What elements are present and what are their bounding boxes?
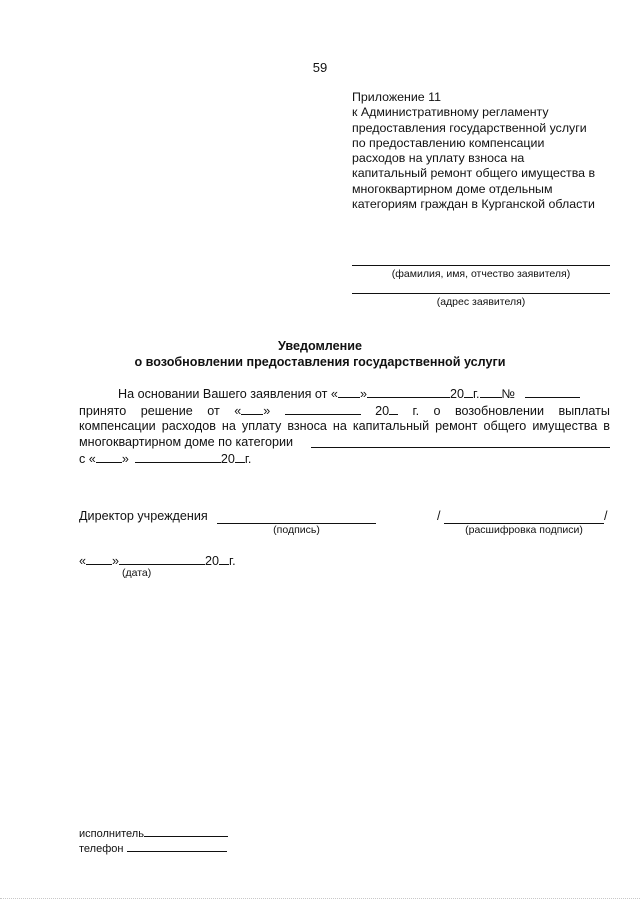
director-label: Директор учреждения bbox=[79, 509, 208, 523]
date-caption: (дата) bbox=[122, 567, 152, 579]
appendix-line: предоставления государственной услуги bbox=[352, 120, 587, 135]
document-title: Уведомление bbox=[278, 339, 362, 353]
signature-line[interactable] bbox=[217, 509, 376, 524]
body-row-1 bbox=[79, 385, 610, 401]
footer-phone bbox=[79, 840, 227, 855]
body-text: 20 bbox=[449, 387, 464, 401]
body-text: На основании Вашего заявления от « bbox=[118, 387, 338, 401]
body-row-4 bbox=[79, 434, 610, 450]
applicant-address-field[interactable] bbox=[352, 293, 610, 308]
executor-blank[interactable] bbox=[144, 825, 228, 837]
body-text: г. bbox=[244, 452, 252, 466]
phone-blank[interactable] bbox=[127, 840, 227, 852]
body-text: » bbox=[112, 554, 120, 568]
category-blank[interactable] bbox=[311, 434, 610, 448]
body-text: « bbox=[79, 554, 87, 568]
slash-right: / bbox=[604, 509, 608, 523]
body-text: г. bbox=[229, 554, 236, 568]
body-text: » bbox=[359, 387, 367, 401]
body-text: принято bbox=[79, 404, 127, 418]
body-text: 20 bbox=[375, 404, 390, 418]
month-blank[interactable] bbox=[367, 385, 450, 398]
body-text: 20 bbox=[220, 452, 235, 466]
body-text: 20 bbox=[205, 554, 220, 568]
resume-year-blank[interactable] bbox=[235, 450, 245, 463]
appendix-line: к Административному регламенту bbox=[352, 105, 549, 120]
document-subtitle: о возобновлении предоставления государственной услуги bbox=[134, 355, 506, 369]
appendix-header bbox=[352, 90, 622, 212]
decision-month-blank[interactable] bbox=[285, 402, 361, 415]
body-row-2 bbox=[79, 402, 610, 418]
body-text: от bbox=[207, 404, 220, 418]
signature-caption: (подпись) bbox=[273, 524, 320, 536]
body-text: « bbox=[234, 404, 242, 418]
decision-day-blank[interactable] bbox=[241, 402, 263, 415]
number-blank[interactable] bbox=[525, 385, 580, 398]
gap-blank[interactable] bbox=[480, 385, 502, 398]
appendix-line: категориям граждан в Курганской области bbox=[352, 197, 595, 212]
appendix-line: Приложение 11 bbox=[352, 90, 441, 104]
phone-label: телефон bbox=[79, 843, 124, 855]
decryption-line[interactable] bbox=[444, 509, 604, 524]
body-text: № bbox=[501, 387, 516, 401]
date-year-blank[interactable] bbox=[219, 552, 229, 565]
body-text: г. bbox=[412, 404, 420, 418]
resume-month-blank[interactable] bbox=[135, 450, 221, 463]
resume-day-blank[interactable] bbox=[96, 450, 122, 463]
date-row bbox=[79, 552, 236, 568]
applicant-name-caption: (фамилия, имя, отчество заявителя) bbox=[391, 268, 571, 280]
applicant-name-field[interactable] bbox=[352, 265, 610, 280]
body-text: » bbox=[121, 452, 129, 466]
day-blank[interactable] bbox=[338, 385, 360, 398]
slash-left: / bbox=[437, 509, 441, 523]
date-day-blank[interactable] bbox=[86, 552, 112, 565]
footer-executor bbox=[79, 825, 228, 840]
page-bottom-divider bbox=[0, 898, 640, 899]
appendix-line: капитальный ремонт общего имущества в bbox=[352, 166, 596, 181]
appendix-line: многоквартирном доме отдельным bbox=[352, 181, 553, 196]
body-row-5 bbox=[79, 450, 610, 466]
page-number: 59 bbox=[312, 60, 328, 75]
appendix-line: по предоставлению компенсации bbox=[352, 135, 545, 150]
body-text: с « bbox=[79, 452, 96, 466]
date-month-blank[interactable] bbox=[119, 552, 205, 565]
body-text: решение bbox=[140, 404, 193, 418]
body-text: » bbox=[263, 404, 271, 418]
decision-year-blank[interactable] bbox=[389, 402, 398, 415]
applicant-address-caption: (адрес заявителя) bbox=[436, 296, 526, 308]
appendix-line: расходов на уплату взноса на bbox=[352, 151, 525, 166]
body-text: многоквартирном доме по категории bbox=[79, 435, 294, 449]
year-blank[interactable] bbox=[464, 385, 473, 398]
body-row-3: компенсации расходов на уплату взноса на капитальный ремонт общего имущества в bbox=[79, 419, 610, 433]
executor-label: исполнитель bbox=[79, 828, 144, 840]
decryption-caption: (расшифровка подписи) bbox=[465, 524, 583, 536]
body-text: возобновлении bbox=[455, 404, 544, 418]
body-text: выплаты bbox=[558, 404, 610, 418]
body-text: г. bbox=[472, 387, 480, 401]
body-text: о bbox=[433, 404, 441, 418]
